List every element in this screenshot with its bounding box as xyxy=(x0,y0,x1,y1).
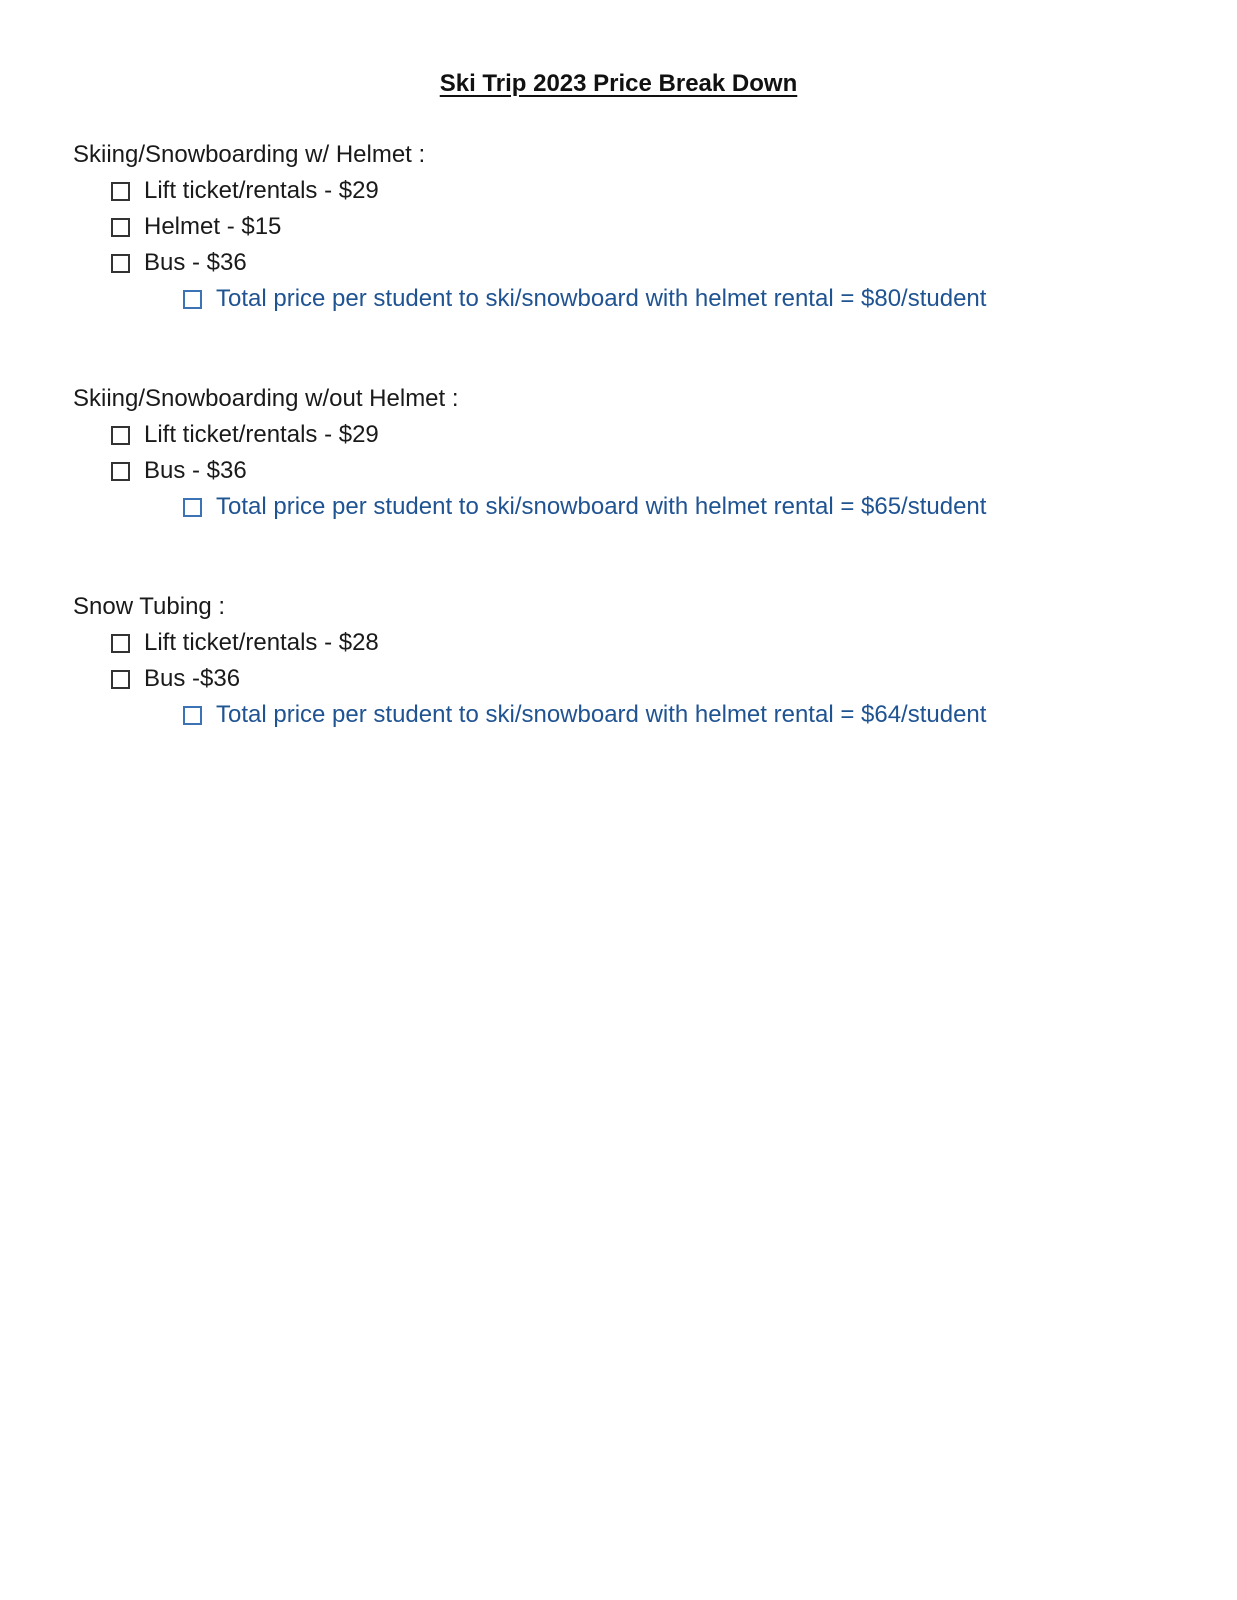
checkbox-icon[interactable] xyxy=(111,634,130,653)
item-label: Lift ticket/rentals - $29 xyxy=(144,177,379,204)
section-heading: Skiing/Snowboarding w/out Helmet : xyxy=(73,385,459,412)
item-label: Helmet - $15 xyxy=(144,213,282,240)
checkbox-icon[interactable] xyxy=(111,182,130,201)
item-label: Bus - $36 xyxy=(144,249,247,276)
item-label: Lift ticket/rentals - $29 xyxy=(144,421,379,448)
list-item xyxy=(73,453,1173,489)
total-label: Total price per student to ski/snowboard with helmet rental = $65/student xyxy=(216,493,987,520)
total-item xyxy=(73,697,1173,733)
section-snow-tubing xyxy=(73,589,1173,733)
total-item xyxy=(73,489,1173,525)
checkbox-icon[interactable] xyxy=(111,218,130,237)
total-item xyxy=(73,281,1173,317)
item-label: Lift ticket/rentals - $28 xyxy=(144,629,379,656)
list-item xyxy=(73,417,1173,453)
checkbox-icon[interactable] xyxy=(111,462,130,481)
section-ski-with-helmet xyxy=(73,137,1173,317)
list-item xyxy=(73,661,1173,697)
list-item xyxy=(73,245,1173,281)
page-title: Ski Trip 2023 Price Break Down xyxy=(439,70,798,97)
checkbox-icon[interactable] xyxy=(111,254,130,273)
checkbox-icon[interactable] xyxy=(183,706,202,725)
total-label: Total price per student to ski/snowboard with helmet rental = $80/student xyxy=(216,285,987,312)
section-heading: Skiing/Snowboarding w/ Helmet : xyxy=(73,141,426,168)
list-item xyxy=(73,625,1173,661)
list-item xyxy=(73,173,1173,209)
section-ski-without-helmet xyxy=(73,381,1173,525)
checkbox-icon[interactable] xyxy=(183,498,202,517)
checkbox-icon[interactable] xyxy=(111,426,130,445)
item-label: Bus - $36 xyxy=(144,457,247,484)
item-label: Bus -$36 xyxy=(144,665,241,692)
checkbox-icon[interactable] xyxy=(111,670,130,689)
section-heading: Snow Tubing : xyxy=(73,593,226,620)
checkbox-icon[interactable] xyxy=(183,290,202,309)
list-item xyxy=(73,209,1173,245)
total-label: Total price per student to ski/snowboard with helmet rental = $64/student xyxy=(216,701,987,728)
